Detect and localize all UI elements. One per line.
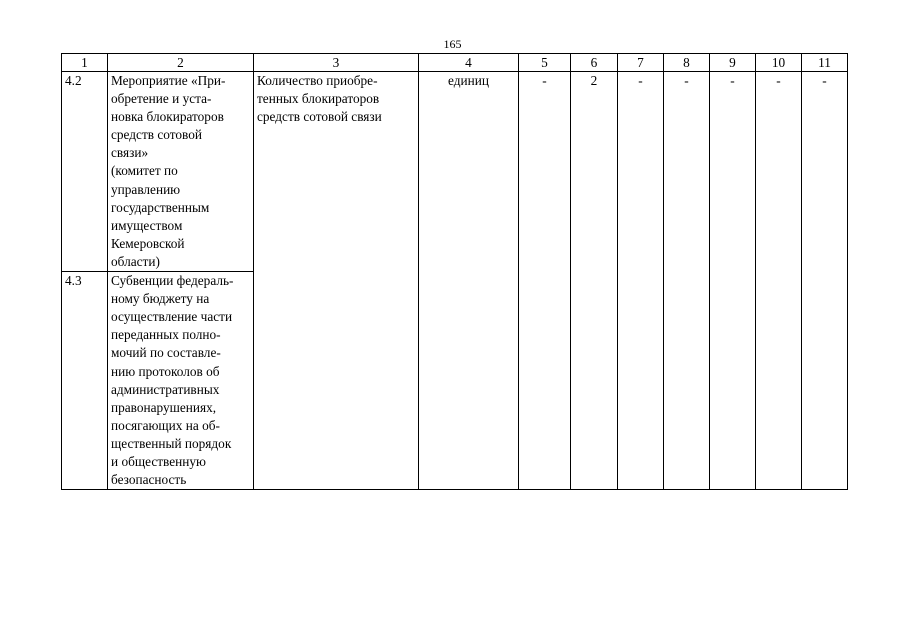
header-cell: 7 <box>618 54 664 72</box>
header-cell: 8 <box>664 54 710 72</box>
table-row <box>62 72 848 272</box>
indicator-text: Количество приобре- тенных блокираторов средств сотовой связи <box>257 73 382 125</box>
value-cell-5: - <box>519 72 571 490</box>
event-text: Мероприятие «При- обретение и уста- новка блокираторов средств сотовой связи» (комитет по управлению государственным имуществом Кемеровской области) <box>111 73 226 269</box>
header-cell: 2 <box>108 54 254 72</box>
table-header-row <box>62 54 848 72</box>
value-cell-6: 2 <box>571 72 618 490</box>
value-cell-7: - <box>618 72 664 490</box>
header-cell: 6 <box>571 54 618 72</box>
header-cell: 11 <box>802 54 848 72</box>
header-cell: 1 <box>62 54 108 72</box>
header-cell: 5 <box>519 54 571 72</box>
header-cell: 9 <box>710 54 756 72</box>
value-cell-11: - <box>802 72 848 490</box>
event-cell <box>108 72 254 272</box>
value-cell-9: - <box>710 72 756 490</box>
value-cell-8: - <box>664 72 710 490</box>
indicator-cell <box>254 72 419 490</box>
event-cell <box>108 272 254 490</box>
row-number-cell: 4.3 <box>62 272 108 490</box>
unit-cell: единиц <box>419 72 519 490</box>
event-text: Субвенции федераль- ному бюджету на осуществление части переданных полно- мочий по составле- нию протоколов об административных правонарушениях, посягающих на об- щественный порядок и общественную безопасность <box>111 273 234 488</box>
header-cell: 10 <box>756 54 802 72</box>
indicators-table <box>61 53 848 490</box>
page-number: 165 <box>443 37 462 51</box>
header-cell: 3 <box>254 54 419 72</box>
row-number-cell: 4.2 <box>62 72 108 272</box>
value-cell-10: - <box>756 72 802 490</box>
header-cell: 4 <box>419 54 519 72</box>
